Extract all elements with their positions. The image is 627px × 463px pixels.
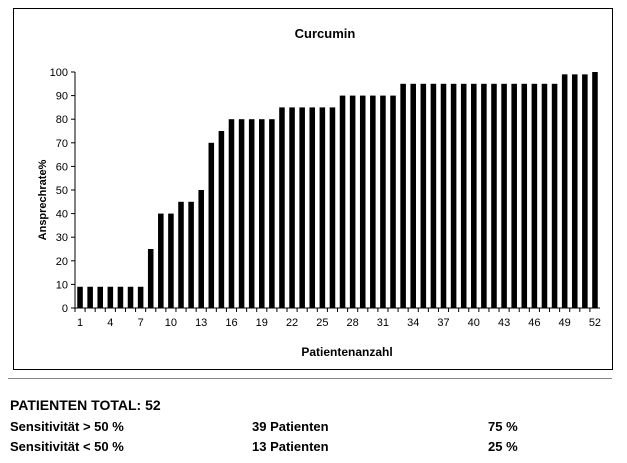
x-tick-label: 46 xyxy=(528,317,541,329)
bar xyxy=(562,74,568,308)
bar xyxy=(108,287,114,308)
bar xyxy=(77,287,83,308)
bar xyxy=(511,84,517,308)
x-tick-label: 43 xyxy=(497,317,511,329)
bar xyxy=(128,287,134,308)
patients-total: PATIENTEN TOTAL: 52 xyxy=(10,397,161,413)
x-tick-label: 22 xyxy=(285,317,299,329)
bar xyxy=(87,287,93,308)
x-tick-label: 31 xyxy=(376,317,390,329)
x-tick-label: 13 xyxy=(195,317,208,329)
bar xyxy=(168,214,174,308)
summary-patients: 39 Patienten xyxy=(252,419,329,434)
bar xyxy=(572,74,578,308)
x-tick-label: 4 xyxy=(107,317,114,329)
bar xyxy=(451,84,457,308)
x-tick-label: 52 xyxy=(588,317,602,329)
x-tick-label: 40 xyxy=(467,317,480,329)
bar xyxy=(461,84,467,308)
bars-group xyxy=(77,72,597,308)
bar xyxy=(592,72,598,308)
bar xyxy=(198,190,204,308)
summary-percent: 25 % xyxy=(488,439,518,454)
bar xyxy=(299,107,305,308)
x-tick-label: 10 xyxy=(164,317,178,329)
bar xyxy=(148,249,154,308)
bar xyxy=(279,107,285,308)
bar xyxy=(309,107,315,308)
bar xyxy=(380,96,386,308)
bar xyxy=(522,84,528,308)
bar xyxy=(259,119,265,308)
y-tick-label: 70 xyxy=(55,137,68,150)
bar xyxy=(421,84,427,308)
bar xyxy=(501,84,507,308)
bar xyxy=(188,202,194,308)
x-tick-label: 16 xyxy=(225,317,238,329)
x-axis-label: Patientenanzahl xyxy=(301,345,393,359)
summary-patients: 13 Patienten xyxy=(252,439,329,454)
bar xyxy=(552,84,558,308)
bar xyxy=(229,119,235,308)
y-tick-label: 30 xyxy=(55,232,68,245)
y-tick-label: 80 xyxy=(55,114,68,127)
y-tick-label: 100 xyxy=(49,67,68,79)
y-tick-label: 50 xyxy=(55,185,68,197)
bar xyxy=(158,214,164,308)
bar xyxy=(390,96,396,308)
x-tick-label: 1 xyxy=(76,317,84,329)
bar xyxy=(289,107,295,308)
bar xyxy=(269,119,275,308)
bar xyxy=(178,202,184,308)
x-tick-label: 28 xyxy=(346,317,359,329)
x-tick-label: 34 xyxy=(407,317,420,329)
bar xyxy=(209,143,215,308)
x-tick-label: 25 xyxy=(316,317,329,329)
bar xyxy=(360,96,366,308)
bar xyxy=(118,287,124,308)
bar xyxy=(97,287,103,308)
bar xyxy=(491,84,497,308)
bar xyxy=(441,84,447,308)
summary-label: Sensitivität > 50 % xyxy=(10,419,124,434)
y-axis-label: Ansprechrate% xyxy=(37,159,49,241)
chart-title: Curcumin xyxy=(294,26,356,41)
bar xyxy=(481,84,487,308)
bar xyxy=(350,96,356,308)
bar xyxy=(471,84,477,308)
bar xyxy=(219,131,225,308)
summary-label: Sensitivität < 50 % xyxy=(10,439,124,454)
x-tick-label: 37 xyxy=(437,317,450,329)
bar xyxy=(431,84,437,308)
y-ticks-group xyxy=(50,67,75,315)
bar xyxy=(340,96,346,308)
bar xyxy=(330,107,336,308)
bar xyxy=(582,74,588,308)
bar xyxy=(370,96,376,308)
y-tick-label: 90 xyxy=(55,90,68,103)
y-tick-label: 60 xyxy=(55,161,68,174)
summary-row-above-50 xyxy=(10,420,610,436)
summary-row-below-50 xyxy=(10,440,610,456)
bar xyxy=(138,287,144,308)
y-tick-label: 10 xyxy=(55,279,68,292)
x-tick-label: 7 xyxy=(137,317,144,329)
bar xyxy=(249,119,255,308)
bar xyxy=(532,84,538,308)
bar-chart xyxy=(14,9,614,371)
bar xyxy=(320,107,326,308)
bar xyxy=(410,84,416,308)
bar xyxy=(542,84,548,308)
bar xyxy=(239,119,245,308)
summary-percent: 75 % xyxy=(488,419,518,434)
chart-frame xyxy=(13,8,613,370)
bar xyxy=(400,84,406,308)
divider xyxy=(8,378,612,379)
x-tick-label: 49 xyxy=(558,317,571,329)
y-tick-label: 0 xyxy=(61,303,68,315)
x-ticks-group xyxy=(75,308,601,329)
y-tick-label: 20 xyxy=(55,255,68,268)
y-tick-label: 40 xyxy=(55,208,68,221)
x-tick-label: 19 xyxy=(255,317,268,329)
